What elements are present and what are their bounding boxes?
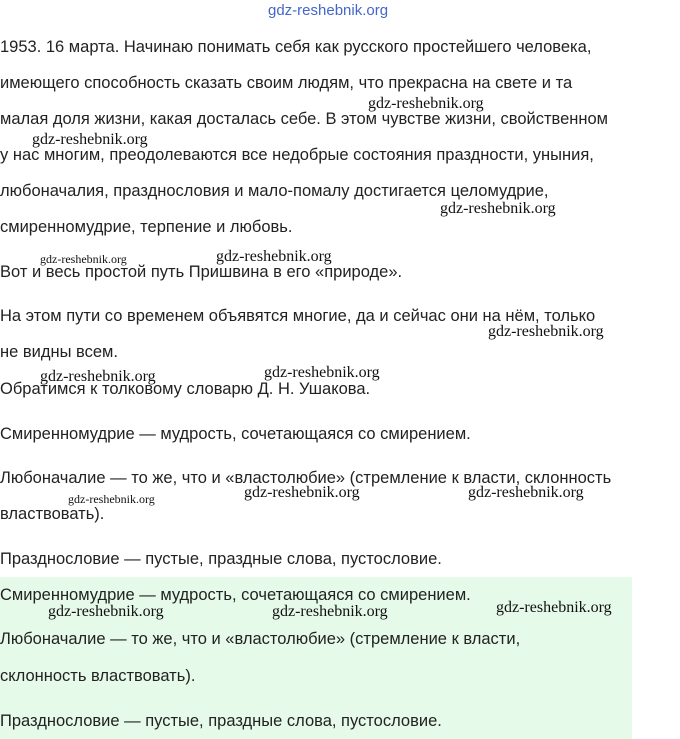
diary-line-1: 1953. 16 марта. Начинаю понимать себя как русского простейшего человека, xyxy=(0,38,592,56)
def-lyubonachalie-line-2: властвовать). xyxy=(0,505,105,523)
watermark: gdz-reshebnik.org xyxy=(440,200,556,217)
answer-lyubonachalie-line-1: Любоначалие — то же, что и «властолюбие» (стремление к власти, xyxy=(0,630,521,648)
watermark: gdz-reshebnik.org xyxy=(272,603,388,620)
watermark: gdz-reshebnik.org xyxy=(264,364,380,381)
path-line: Вот и весь простой путь Пришвина в его «природе». xyxy=(0,263,403,281)
watermark: gdz-reshebnik.org xyxy=(496,599,612,616)
diary-line-6: смиренномудрие, терпение и любовь. xyxy=(0,218,293,236)
def-lyubonachalie-line-1: Любоначалие — то же, что и «властолюбие» (стремление к власти, склонность xyxy=(0,469,612,487)
dictionary-intro: Обратимся к толковому словарю Д. Н. Ушакова. xyxy=(0,380,371,398)
followers-line-2: не видны всем. xyxy=(0,343,118,361)
diary-line-3: малая доля жизни, какая досталась себе. В этом чувстве жизни, свойственном xyxy=(0,110,609,128)
answer-smirennomudrie: Смиренномудрие — мудрость, сочетающаяся со смирением. xyxy=(0,586,471,604)
watermark: gdz-reshebnik.org xyxy=(216,248,332,265)
watermark: gdz-reshebnik.org xyxy=(244,484,360,501)
watermark: gdz-reshebnik.org xyxy=(40,252,127,266)
followers-line-1: На этом пути со временем объявятся многие, да и сейчас они на нём, только xyxy=(0,307,596,325)
watermark: gdz-reshebnik.org xyxy=(488,323,604,340)
watermark: gdz-reshebnik.org xyxy=(468,484,584,501)
watermark: gdz-reshebnik.org xyxy=(48,603,164,620)
answer-prazdnoslovie: Празднословие — пустые, праздные слова, пустословие. xyxy=(0,712,442,730)
def-prazdnoslovie: Празднословие — пустые, праздные слова, пустословие. xyxy=(0,550,442,568)
diary-line-5: любоначалия, празднословия и мало-помалу достигается целомудрие, xyxy=(0,182,549,200)
diary-line-4: у нас многим, преодолеваются все недобрые состояния праздности, уныния, xyxy=(0,146,594,164)
watermark: gdz-reshebnik.org xyxy=(68,492,155,506)
diary-line-2: имеющего способность сказать своим людям, что прекрасна на свете и та xyxy=(0,74,573,92)
watermark: gdz-reshebnik.org xyxy=(32,131,148,148)
watermark: gdz-reshebnik.org xyxy=(40,368,156,385)
watermark: gdz-reshebnik.org xyxy=(368,95,484,112)
def-smirennomudrie: Смиренномудрие — мудрость, сочетающаяся со смирением. xyxy=(0,425,471,443)
watermark-top: gdz-reshebnik.org xyxy=(268,2,389,19)
answer-lyubonachalie-line-2: склонность властвовать). xyxy=(0,667,196,685)
